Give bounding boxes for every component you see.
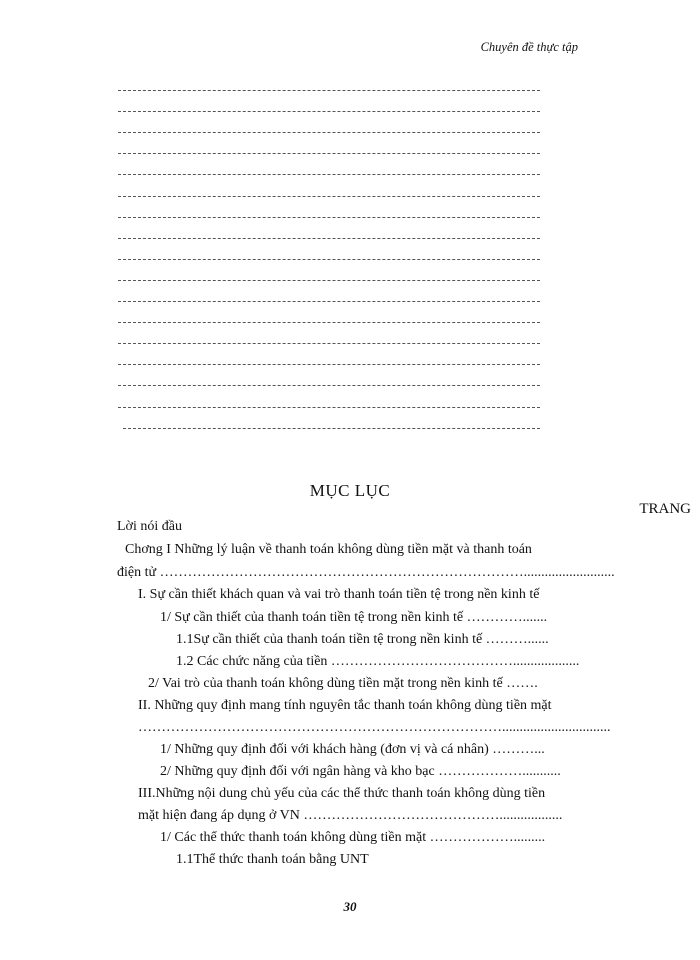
toc-line: 1/ Các thể thức thanh toán không dùng tiền mặt ………………......... [160,830,546,845]
toc-line: 2/ Vai trò của thanh toán không dùng tiền mặt trong nền kinh tế ……. [148,676,538,691]
toc-line: II. Những quy định mang tính nguyên tắc thanh toán không dùng tiền mặt [138,698,552,713]
toc-title: MỤC LỤC [309,481,391,500]
dashed-blank-line [118,259,540,260]
dashed-blank-line [118,322,540,323]
toc-line: 1/ Sự cần thiết của thanh toán tiền tệ trong nền kinh tế …………....... [160,610,548,625]
toc-line: III.Những nội dung chủ yếu của các thể thức thanh toán không dùng tiền [138,786,546,801]
toc-line: 1.1Sự cần thiết của thanh toán tiền tệ trong nền kinh tế ………...... [176,632,549,647]
dashed-blank-line [118,132,540,133]
toc-line: Lời nói đầu [117,519,182,534]
document-header: Chuyên đề thực tập [480,40,578,54]
dashed-blank-line [118,153,540,154]
dashed-blank-line [118,196,540,197]
dashed-blank-line [123,428,540,429]
dashed-blank-line [118,407,540,408]
dashed-blank-line [118,364,540,365]
dashed-blank-line [118,385,540,386]
toc-line: 1.1Thể thức thanh toán bằng UNT [176,852,369,867]
dashed-blank-line [118,111,540,112]
dashed-blank-line [118,301,540,302]
dashed-blank-line [118,174,540,175]
toc-line: mặt hiện đang áp dụng ở VN …………………………………….................. [138,808,563,823]
toc-line: 1/ Những quy định đối với khách hàng (đơn vị và cá nhân) ………... [160,742,545,757]
dashed-blank-line [118,280,540,281]
toc-line: Chơng I Những lý luận về thanh toán không dùng tiền mặt và thanh toán [125,542,532,557]
page-column-label: TRANG [639,501,691,517]
page-number: 30 [343,899,357,914]
dashed-blank-line [118,217,540,218]
toc-line: 1.2 Các chức năng của tiền …………………………………................... [176,654,580,669]
toc-line: I. Sự cần thiết khách quan và vai trò thanh toán tiền tệ trong nền kinh tế [138,587,540,602]
dashed-blank-line [118,238,540,239]
dashed-blank-line [118,343,540,344]
toc-line: 2/ Những quy định đối với ngân hàng và kho bạc ………………........... [160,764,561,779]
toc-line: điện tử …………………………………………………………………….......................... [117,565,615,580]
dashed-blank-line [118,90,540,91]
toc-line: ……………………………………………………………………............................... [138,720,611,735]
